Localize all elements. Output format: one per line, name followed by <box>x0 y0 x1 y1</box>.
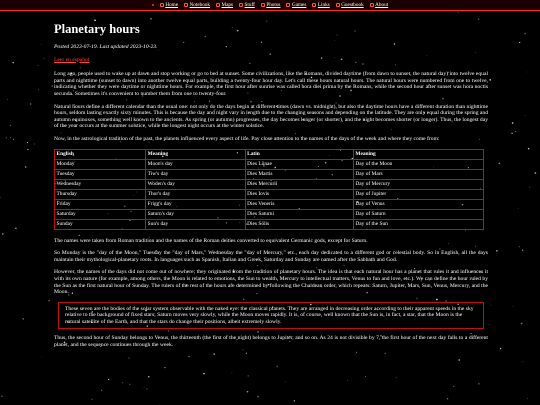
star <box>396 377 397 378</box>
nav-stuff[interactable]: Stuff <box>239 2 255 9</box>
table-cell: Sun's day <box>146 219 245 229</box>
star <box>489 79 491 81</box>
info-icon <box>370 3 374 7</box>
table-cell: Saturday <box>55 209 146 219</box>
star <box>528 148 529 149</box>
table-row <box>55 199 484 209</box>
star <box>10 125 11 126</box>
star <box>525 115 526 116</box>
star <box>48 300 50 302</box>
link-icon <box>312 3 316 7</box>
star <box>12 62 13 63</box>
table-cell: Day of Saturn <box>353 209 483 219</box>
star <box>489 324 490 325</box>
star <box>522 250 523 251</box>
star <box>0 197 1 198</box>
paragraph-roman-names: The names were taken from Roman tradition and the names of the Roman deities converted to equivalent Germanic gods, except for Saturn. <box>54 237 368 244</box>
star <box>511 133 512 134</box>
home-icon <box>160 3 164 7</box>
article <box>54 16 488 355</box>
star <box>15 228 16 229</box>
paragraph-days-intro: Now, in the astrological tradition of the past, the planets influenced every aspect of life. Pay close attention to the names of the days of the week and where they come from: <box>54 135 440 142</box>
star <box>535 172 537 174</box>
star <box>51 85 53 87</box>
table-cell: Wednesday <box>55 179 146 189</box>
weekday-table <box>54 149 484 230</box>
star <box>122 382 123 383</box>
box-icon <box>239 3 243 7</box>
table-cell: Dies Mercurii <box>245 179 353 189</box>
table-cell: Monday <box>55 159 146 169</box>
star <box>108 379 109 380</box>
table-cell: Woden's day <box>146 179 245 189</box>
nav-guestbook[interactable]: Guestbook <box>336 2 364 9</box>
star <box>257 396 259 398</box>
nav-photos[interactable]: Photos <box>261 2 281 9</box>
star <box>30 103 31 104</box>
star <box>164 367 165 368</box>
star <box>146 388 147 389</box>
top-navigation <box>0 0 540 11</box>
star <box>447 398 449 400</box>
table-header: English <box>55 149 146 159</box>
table-row <box>55 169 484 179</box>
star <box>518 208 519 209</box>
star <box>1 396 2 397</box>
star <box>500 348 502 350</box>
table-row <box>55 189 484 199</box>
star <box>129 384 130 385</box>
paragraph-calendar: Natural hours define a different calendar than the usual one: not only do the days begin at different times (dawn vs. midnight), but also the daytime hours have a different duration than nighttime hours, seldom lasting exactly sixty minutes. This is because the day and night vary in length due to the changing seasons and depending on the latitude. They are only equal during the spring and autumn equinoxes, something well known to the ancients. As spring (or autumn) progresses, the day becomes longer (or shorter), and the night becomes shorter (or longer). Thus, the longest day of the year occurs at the summer solstice, while the longest night occurs at the winter solstice. <box>54 103 488 130</box>
star <box>91 399 92 400</box>
star <box>27 142 28 143</box>
nav-about[interactable]: About <box>370 2 388 9</box>
star <box>25 166 26 167</box>
star <box>128 358 129 359</box>
star <box>365 376 366 377</box>
table-cell: Thor's day <box>146 189 245 199</box>
star <box>148 376 149 377</box>
star <box>519 246 520 247</box>
table-header-row <box>55 149 484 159</box>
table-cell: Saturn's day <box>146 209 245 219</box>
star <box>285 382 286 383</box>
star <box>101 390 102 391</box>
table-row <box>55 159 484 169</box>
star <box>144 387 145 388</box>
star <box>522 361 523 362</box>
table-cell: Tiw's day <box>146 169 245 179</box>
star <box>491 305 492 306</box>
table-cell: Day of the Sun <box>353 219 483 229</box>
map-icon <box>216 3 220 7</box>
star <box>10 137 11 138</box>
star <box>478 383 479 384</box>
table-row <box>55 219 484 229</box>
star <box>524 33 526 35</box>
nav-notebook[interactable]: Notebook <box>184 2 210 9</box>
table-cell: Day of Jupiter <box>353 189 483 199</box>
star <box>27 149 28 150</box>
star <box>519 42 520 43</box>
book-icon <box>336 3 340 7</box>
table-cell: Dies Saturni <box>245 209 353 219</box>
star <box>526 72 527 73</box>
star <box>458 359 460 361</box>
star <box>347 380 348 381</box>
table-row <box>55 209 484 219</box>
star <box>513 306 514 307</box>
star <box>515 131 516 132</box>
star <box>188 356 190 358</box>
star <box>499 163 501 165</box>
star <box>294 400 295 401</box>
table-cell: Sunday <box>55 219 146 229</box>
table-cell: Friday <box>55 199 146 209</box>
table-cell: Dies Lūnae <box>245 159 353 169</box>
star <box>13 139 14 140</box>
gamepad-icon <box>286 3 290 7</box>
table-cell: Dies Martis <box>245 169 353 179</box>
paragraph-sunday-hours: Thus, the second hour of Sunday belongs to Venus, the thirteenth (the first of the night) belongs to Jupiter, and so on. As 24 is not divisible by 7, the first hour of the next day falls to a different planet, and the sequence continues through the week. <box>54 335 488 349</box>
page-title: Planetary hours <box>54 22 140 36</box>
star <box>232 373 233 374</box>
table-cell: Day of Mercury <box>353 179 483 189</box>
notebook-icon <box>184 3 188 7</box>
star <box>203 373 205 375</box>
paragraph-day-meanings: So Monday is the "day of the Moon," Tuesday the "day of Mars," Wednesday the "day of Mercury," etc., each day dedicated to a different god or celestial body. So in English, all the days maintain their mythological-planetary roots. In languages such as Spanish, Italian and Greek, Saturday and Sunday are named after the Sabbath and God. <box>54 250 488 263</box>
nav-links[interactable]: Links <box>312 2 329 9</box>
star <box>527 398 528 399</box>
star <box>529 187 530 188</box>
star <box>38 89 39 90</box>
star <box>7 99 8 100</box>
classical-planets-note: These seven are the bodies of the solar system observable with the naked eye: the classical planets. They are arranged in decreasing order according to their apparent speeds in the sky relative to the background of fixed stars; Saturn moves very slowly, while the Moon moves rapidly. It is, of course, well known that the Sun is, in fact, a star, that the Moon is the natural satellite of the Earth, and that the stars do change their positions, albeit extremely slowly. <box>58 302 484 330</box>
star <box>6 137 7 138</box>
table-cell: Thursday <box>55 189 146 199</box>
paragraph-natural-hours: Long ago, people used to wake up at dawn and stop working or go to bed at sunset. Some civilizations, like the Romans, divided daytime (from dawn to sunset, the natural day) into twelve equal parts and nighttime (sunset to dawn) into another twelve equal parts, building a twenty-four hour day. Let's call these hours natural hours. The natural hours were numbered from one to twelve, indicating whether they were daytime or nighttime hours. For example, the first hour after sunrise was called hora diei prima by the Romans, while the second hour after sunset was hora noctis secunda. Sometimes it's convenient to number them from one to twenty-four. <box>54 71 488 97</box>
table-cell: Tuesday <box>55 169 146 179</box>
star <box>453 386 454 387</box>
star <box>41 356 42 357</box>
table-cell: Day of Mars <box>353 169 483 179</box>
table-header: Meaning <box>146 149 245 159</box>
star <box>2 233 4 235</box>
star <box>521 323 523 325</box>
star <box>38 65 39 66</box>
star <box>276 366 278 368</box>
star <box>41 44 42 45</box>
nav-maps[interactable]: Maps <box>216 2 233 9</box>
star <box>44 58 45 59</box>
nav-home[interactable]: Home <box>160 2 178 9</box>
table-cell: Dies Iovis <box>245 189 353 199</box>
language-link[interactable]: Leer en español <box>54 56 90 63</box>
star <box>34 144 35 145</box>
paragraph-planetary-hours: However, the names of the days did not come out of nowhere; they originated from the tradition of planetary hours. The idea is that each natural hour has a planet that rules it and influences it with its own nature (for example, among others, the Moon is related to emotions, the Sun to wealth, Mercury to intellectual matters, Venus to fun and love, etc.). We can define the hour ruled by the Sun as the first natural hour of Sunday. The rulers of the rest of the hours are determined by following the Chaldean order, which repeats: Saturn, Jupiter, Mars, Sun, Venus, Mercury, and the Moon. <box>54 269 488 296</box>
star <box>458 12 459 13</box>
star <box>248 375 249 376</box>
nav-divider-dot <box>152 4 154 6</box>
table-cell: Moon's day <box>146 159 245 169</box>
table-cell: Dies Veneris <box>245 199 353 209</box>
table-header: Latin <box>245 149 353 159</box>
table-cell: Day of the Moon <box>353 159 483 169</box>
nav-games[interactable]: Games <box>286 2 306 9</box>
camera-icon <box>261 3 265 7</box>
table-cell: Dies Sōlis <box>245 219 353 229</box>
table-cell: Day of Venus <box>353 199 483 209</box>
table-header: Meaning <box>353 149 483 159</box>
star <box>22 318 24 320</box>
star <box>496 250 498 252</box>
table-cell: Frigg's day <box>146 199 245 209</box>
post-date: Posted 2023-07-19. Last updated 2023-10-23. <box>54 44 158 50</box>
table-row <box>55 179 484 189</box>
star <box>512 122 514 124</box>
star <box>247 391 249 393</box>
